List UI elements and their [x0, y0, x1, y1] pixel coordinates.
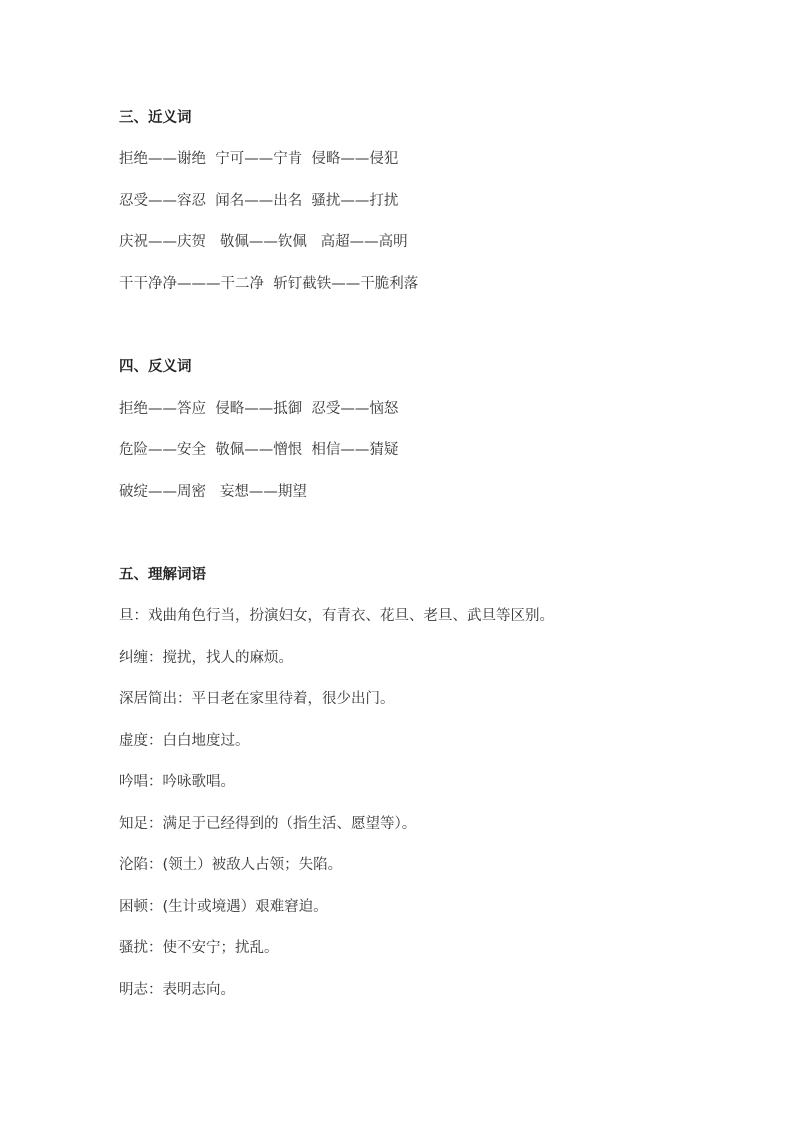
definition-line: 骚扰：使不安宁；扰乱。 [119, 940, 279, 956]
section-heading-antonyms: 四、反义词 [119, 359, 192, 375]
definition-line: 纠缠：搅扰，找人的麻烦。 [119, 650, 293, 666]
definition-line: 旦：戏曲角色行当，扮演妇女，有青衣、花旦、老旦、武旦等区别。 [119, 608, 554, 624]
section-heading-word-meanings: 五、理解词语 [119, 567, 206, 583]
synonym-line: 干干净净———干二净 斩钉截铁——干脆利落 [119, 276, 419, 292]
definition-line: 吟唱：吟咏歌唱。 [119, 774, 235, 790]
antonym-line: 危险——安全 敬佩——憎恨 相信——猜疑 [119, 442, 399, 458]
antonym-line: 破绽——周密 妄想——期望 [119, 484, 307, 500]
definition-line: 沦陷：(领土）被敌人占领；失陷。 [119, 857, 343, 873]
definition-line: 困顿：(生计或境遇）艰难窘迫。 [119, 899, 328, 915]
section-heading-synonyms: 三、近义词 [119, 110, 192, 126]
definition-line: 虚度：白白地度过。 [119, 733, 250, 749]
definition-line: 知足：满足于已经得到的（指生活、愿望等）。 [119, 816, 417, 832]
synonym-line: 拒绝——谢绝 宁可——宁肯 侵略——侵犯 [119, 151, 399, 167]
synonym-line: 庆祝——庆贺 敬佩——钦佩 高超——高明 [119, 234, 408, 250]
synonym-line: 忍受——容忍 闻名——出名 骚扰——打扰 [119, 193, 399, 209]
antonym-line: 拒绝——答应 侵略——抵御 忍受——恼怒 [119, 401, 399, 417]
definition-line: 深居简出：平日老在家里待着，很少出门。 [119, 691, 395, 707]
definition-line: 明志：表明志向。 [119, 982, 235, 998]
